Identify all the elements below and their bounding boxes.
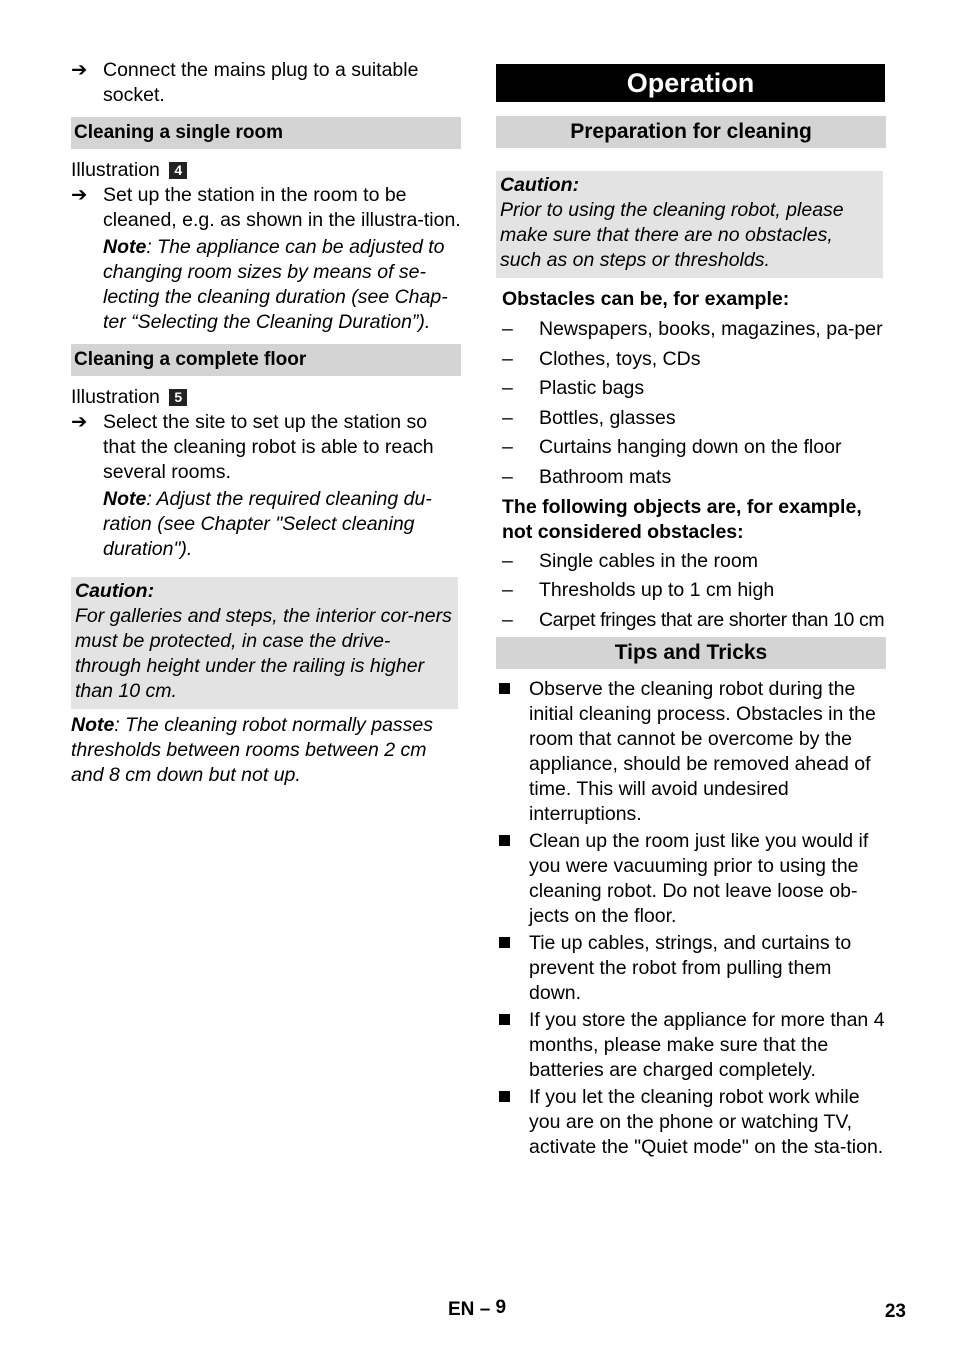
single-room-step xyxy=(71,183,461,233)
heading-complete-floor: Cleaning a complete floor xyxy=(71,344,461,376)
illustration-ref-4: Illustration 4 xyxy=(71,158,461,183)
thresholds-note: Note: The cleaning robot normally passes thresholds between rooms between 2 cm and 8 cm down but not up. xyxy=(71,714,434,786)
caution-title: Caution: xyxy=(75,580,155,602)
illustration-number-icon: 4 xyxy=(169,162,187,179)
left-column xyxy=(71,58,461,788)
complete-floor-step-text: Select the site to set up the station so that the cleaning robot is able to reach several rooms. xyxy=(103,411,434,483)
list-item: – Clothes, toys, CDs xyxy=(502,347,701,370)
caution-box-galleries xyxy=(71,577,458,709)
square-bullet-icon xyxy=(499,683,510,694)
obstacles-heading: Obstacles can be, for example: xyxy=(502,288,790,310)
list-item: – Bathroom mats xyxy=(502,465,672,488)
caution-title: Caution: xyxy=(500,174,580,196)
complete-floor-step xyxy=(71,410,461,485)
connect-step xyxy=(71,58,461,108)
list-item: – Single cables in the room xyxy=(502,549,758,572)
list-item: Observe the cleaning robot during the initial cleaning process. Obstacles in the room that cannot be overcome by the appliance, should be removed ahead of time. This will avoid undesired interruptions. xyxy=(496,677,886,827)
not-obstacles-heading: The following objects are, for example, not considered obstacles: xyxy=(502,495,862,543)
single-room-note: Note: The appliance can be adjusted to changing room sizes by means of se-lecting the cleaning duration (see Chap-ter “Selecting the Cleaning Duration”). xyxy=(103,236,448,333)
heading-preparation: Preparation for cleaning xyxy=(496,116,886,148)
footer-page-number: 23 xyxy=(884,1301,906,1322)
square-bullet-icon xyxy=(499,937,510,948)
illustration-number-icon: 5 xyxy=(169,389,187,406)
square-bullet-icon xyxy=(499,1091,510,1102)
list-item: Clean up the room just like you would if you were vacuuming prior to using the cleaning robot. Do not leave loose ob-jects on the floor. xyxy=(496,829,886,929)
arrow-right-icon: ➔ xyxy=(71,411,88,433)
list-item: – Curtains hanging down on the floor xyxy=(502,436,842,458)
list-item: – Thresholds up to 1 cm high xyxy=(502,579,775,601)
list-item: – Carpet fringes that are shorter than 10 cm xyxy=(502,608,885,631)
list-item: – Plastic bags xyxy=(502,377,645,399)
list-item: – Newspapers, books, magazines, pa-per xyxy=(502,318,883,340)
heading-single-room: Cleaning a single room xyxy=(71,117,461,149)
caution-box-obstacles xyxy=(496,171,883,278)
list-item: – Bottles, glasses xyxy=(502,406,676,429)
arrow-right-icon: ➔ xyxy=(71,59,88,81)
single-room-step-text: Set up the station in the room to be cleaned, e.g. as shown in the illustra-tion. xyxy=(103,184,461,231)
list-item: Tie up cables, strings, and curtains to prevent the robot from pulling them down. xyxy=(496,931,886,1006)
list-item: If you let the cleaning robot work while you are on the phone or watching TV, activate the "Quiet mode" on the sta-tion. xyxy=(496,1085,886,1160)
tips-list xyxy=(496,677,886,1160)
square-bullet-icon xyxy=(499,1014,510,1025)
right-column xyxy=(496,58,886,1162)
not-obstacles-list xyxy=(496,549,886,633)
heading-tips-and-tricks: Tips and Tricks xyxy=(496,637,886,669)
footer-page-label: EN – 9 xyxy=(448,1297,507,1320)
illustration-ref-5: Illustration 5 xyxy=(71,385,461,410)
caution-text: For galleries and steps, the interior cor-ners must be protected, in case the drive-through height under the railing is higher than 10 cm. xyxy=(75,605,452,702)
list-item: If you store the appliance for more than 4 months, please make sure that the batteries are charged completely. xyxy=(496,1008,886,1083)
square-bullet-icon xyxy=(499,835,510,846)
obstacles-list xyxy=(496,317,886,490)
connect-text: Connect the mains plug to a suitable socket. xyxy=(103,59,419,106)
section-title-operation: Operation xyxy=(496,64,885,102)
complete-floor-note: Note: Adjust the required cleaning du-ration (see Chapter "Select cleaning duration"). xyxy=(103,488,432,560)
caution-text: Prior to using the cleaning robot, please make sure that there are no obstacles, such as on steps or thresholds. xyxy=(500,199,844,271)
arrow-right-icon: ➔ xyxy=(71,184,88,206)
